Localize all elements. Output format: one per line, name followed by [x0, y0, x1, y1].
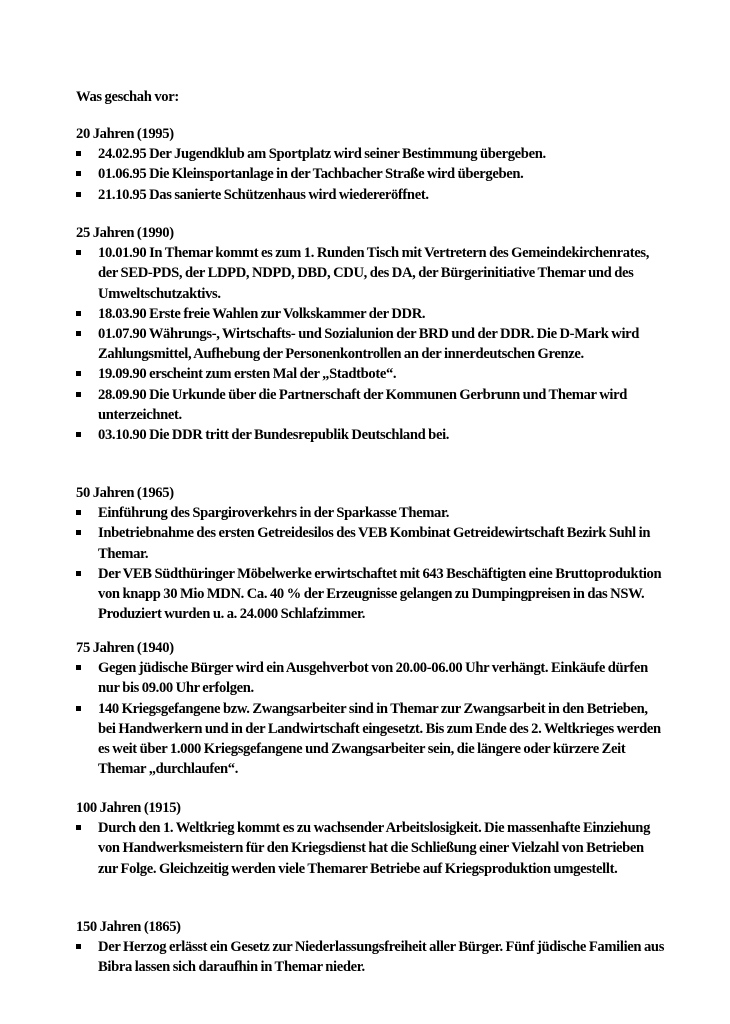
entry-text: 03.10.90 Die DDR tritt der Bundesrepublik Deutschland bei. [98, 427, 450, 444]
entry-list [76, 937, 666, 977]
entry-list [76, 144, 666, 205]
section-1915 [76, 798, 666, 879]
entry-text: 18.03.90 Erste freie Wahlen zur Volkskammer der DDR. [98, 305, 426, 322]
bullet-square-icon [76, 192, 81, 197]
entry-text: 10.01.90 In Themar kommt es zum 1. Runden Tisch mit Vertretern des Gemeindekirchenrates, der SED-PDS, der LDPD, NDPD, DBD, CDU, des DA, der Bürgerinitiative Themar und des Umweltschutzaktivs. [98, 245, 649, 302]
entry-text: Inbetriebnahme des ersten Getreidesilos des VEB Kombinat Getreidewirtschaft Bezirk Suhl in Themar. [98, 525, 651, 562]
section-heading: 150 Jahren (1865) [76, 919, 181, 935]
section-heading: 25 Jahren (1990) [76, 225, 174, 241]
section-heading: 75 Jahren (1940) [76, 640, 174, 656]
bullet-square-icon [76, 371, 81, 376]
section-1995 [76, 124, 666, 205]
section-1990 [76, 223, 666, 445]
section-heading: 20 Jahren (1995) [76, 126, 174, 142]
list-item [76, 243, 666, 304]
entry-text: 28.09.90 Die Urkunde über die Partnerschaft der Kommunen Gerbrunn und Themar wird unterzeichnet. [98, 386, 627, 423]
section-1940 [76, 638, 666, 779]
entry-list [76, 658, 666, 779]
entry-text: Einführung des Spargiroverkehrs in der Sparkasse Themar. [98, 505, 450, 522]
list-item [76, 503, 666, 523]
list-item [76, 699, 666, 780]
section-heading: 100 Jahren (1915) [76, 800, 181, 816]
entry-list [76, 503, 666, 624]
list-item [76, 818, 666, 879]
list-item [76, 364, 666, 384]
entry-text: 19.09.90 erscheint zum ersten Mal der „Stadtbote“. [98, 366, 397, 383]
bullet-square-icon [76, 250, 81, 255]
bullet-square-icon [76, 944, 81, 949]
bullet-square-icon [76, 151, 81, 156]
entry-list [76, 243, 666, 445]
list-item [76, 937, 666, 977]
section-1865 [76, 917, 666, 978]
bullet-square-icon [76, 392, 81, 397]
entry-text: 21.10.95 Das sanierte Schützenhaus wird wiedereröffnet. [98, 186, 429, 203]
section-1965 [76, 483, 666, 624]
bullet-square-icon [76, 571, 81, 576]
bullet-square-icon [76, 530, 81, 535]
entry-text: 01.07.90 Währungs-, Wirtschafts- und Sozialunion der BRD und der DDR. Die D-Mark wird Zahlungsmittel, Aufhebung der Personenkontrollen an der innerdeutschen Grenze. [98, 326, 640, 363]
entry-text: Der Herzog erlässt ein Gesetz zur Niederlassungsfreiheit aller Bürger. Fünf jüdische Familien aus Bibra lassen sich daraufhin in Themar nieder. [98, 939, 665, 976]
list-item [76, 658, 666, 698]
bullet-square-icon [76, 311, 81, 316]
entry-text: Der VEB Südthüringer Möbelwerke erwirtschaftet mit 643 Beschäftigten eine Bruttoproduktion von knapp 30 Mio MDN. Ca. 40 % der Erzeugnisse gelangen zu Dumpingpreisen in das NSW. Produziert wurden u. a. 24.000 Schlafzimmer. [98, 565, 662, 623]
bullet-square-icon [76, 171, 81, 176]
section-heading: 50 Jahren (1965) [76, 485, 174, 501]
bullet-square-icon [76, 706, 81, 711]
list-item [76, 564, 666, 625]
entry-text: Durch den 1. Weltkrieg kommt es zu wachsender Arbeitslosigkeit. Die massenhafte Einziehung von Handwerksmeistern für den Kriegsdienst hat die Schließung einer Vielzahl von Betrieben zur Folge. Gleichzeitig werden viele Themarer Betriebe auf Kriegsproduktion umgestellt. [98, 820, 651, 877]
bullet-square-icon [76, 331, 81, 336]
entry-list [76, 818, 666, 879]
entry-text: 24.02.95 Der Jugendklub am Sportplatz wird seiner Bestimmung übergeben. [98, 146, 546, 163]
list-item [76, 144, 666, 164]
list-item [76, 523, 666, 563]
list-item [76, 385, 666, 425]
list-item [76, 164, 666, 184]
list-item [76, 425, 666, 445]
list-item [76, 304, 666, 324]
document-title: Was geschah vor: [76, 89, 179, 105]
bullet-square-icon [76, 432, 81, 437]
bullet-square-icon [76, 665, 81, 670]
entry-text: 01.06.95 Die Kleinsportanlage in der Tachbacher Straße wird übergeben. [98, 166, 524, 183]
entry-text: 140 Kriegsgefangene bzw. Zwangsarbeiter sind in Themar zur Zwangsarbeit in den Betrieben, bei Handwerkern und in der Landwirtschaft eingesetzt. Bis zum Ende des 2. Weltkrieges werden es weit über 1.000 Kriegsgefangene und Zwangsarbeiter sein, die längere oder kürzere Zeit Themar „durchlaufen“. [98, 700, 661, 778]
bullet-square-icon [76, 510, 81, 515]
list-item [76, 185, 666, 205]
bullet-square-icon [76, 825, 81, 830]
list-item [76, 324, 666, 364]
entry-text: Gegen jüdische Bürger wird ein Ausgehverbot von 20.00-06.00 Uhr verhängt. Einkäufe dürfen nur bis 09.00 Uhr erfolgen. [98, 660, 648, 697]
